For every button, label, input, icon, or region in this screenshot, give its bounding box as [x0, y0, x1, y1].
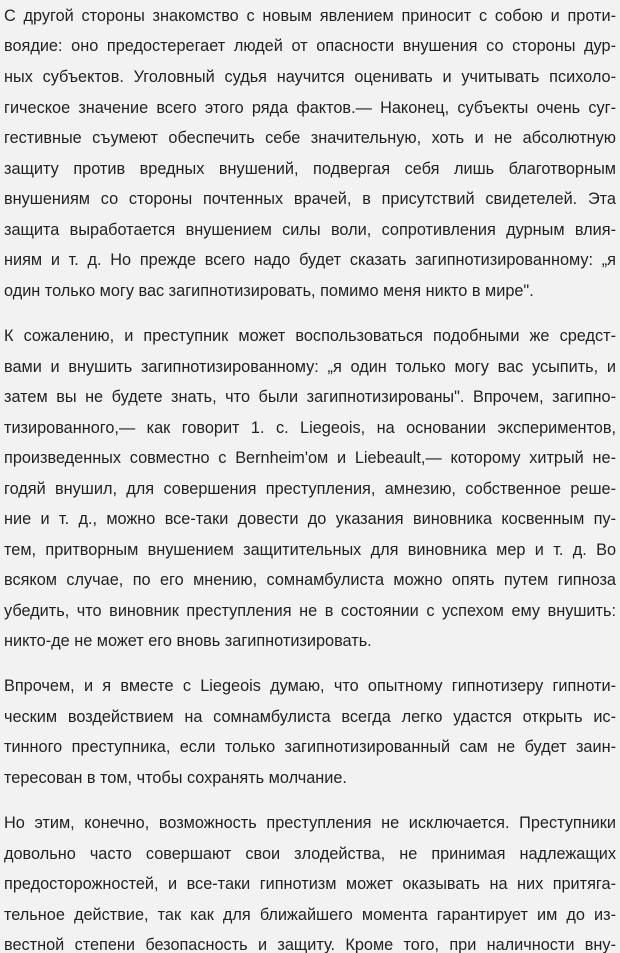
- text-line: довольно часто совершают свои злодейства, не принимая надлежащих: [4, 845, 616, 863]
- text-line: внушениям со стороны почтенных врачей, в присутствий свидетелей. Эта: [4, 190, 616, 208]
- text-line: тересован в том, чтобы сохранять молчание.: [4, 769, 347, 787]
- text-line: Но этим, конечно, возможность преступления не исключается. Преступники: [4, 814, 616, 832]
- text-line: один только могу вас загипнотизировать, помимо меня никто в мире".: [4, 282, 534, 300]
- text-line: ных субъектов. Уголовный судья научится оценивать и учитывать психоло-: [4, 68, 616, 86]
- text-line: защита выработается внушением силы воли, сопротивления дурным влия-: [4, 221, 616, 239]
- text-line: ниям и т. д. Но прежде всего надо будет сказать загипнотизированному: „я: [4, 251, 616, 269]
- text-line: годяй внушил, для совершения преступления, амнезию, собственное реше-: [4, 480, 616, 498]
- text-line: К сожалению, и преступник может воспользоваться подобными же средст-: [4, 327, 616, 345]
- text-line: предосторожностей, и все-таки гипнотизм может оказывать на них притяга-: [4, 875, 616, 893]
- text-line: вестной степени безопасность и защиту. Кроме того, при наличности вну-: [4, 936, 616, 953]
- text-line: тинного преступника, если только загипнотизированный сам не будет заин-: [4, 738, 616, 756]
- text-line: никто-де не может его вновь загипнотизировать.: [4, 632, 372, 650]
- text-line: С другой стороны знакомство с новым явлением приносит с собою и проти-: [4, 7, 616, 25]
- text-line: затем вы не будете знать, что были загипнотизированы". Впрочем, загипно-: [4, 388, 616, 406]
- text-line: всяком случае, по его мнению, сомнамбулиста можно опять путем гипноза: [4, 571, 616, 589]
- text-line: тизированного,— как говорит 1. с. Liegeois, на основании экспериментов,: [4, 419, 616, 437]
- text-line: тем, притворным внушением защитительных для виновника мер и т. д. Во: [4, 541, 616, 559]
- text-line: воядие: оно предостерегает людей от опасности внушения со стороны дур-: [4, 37, 616, 55]
- text-line: тельное действие, так как для ближайшего момента гарантирует им до из-: [4, 906, 616, 924]
- text-line: гическое значение всего этого ряда фактов.— Наконец, субъекты очень суг-: [4, 99, 616, 117]
- text-line: гестивные съумеют обеспечить себе значительную, хоть и не абсолютную: [4, 129, 616, 147]
- text-line: вами и внушить загипнотизированному: „я один только могу вас усыпить, и: [4, 358, 616, 376]
- text-line: защиту против вредных внушений, подвергая себя лишь благотворным: [4, 160, 616, 178]
- text-line: Впрочем, и я вместе с Liegeois думаю, что опытному гипнотизеру гипноти-: [4, 677, 616, 695]
- text-line: убедить, что виновник преступления не в состоянии с успехом ему внушить:: [4, 602, 616, 620]
- text-line: произведенных совместно с Bernheim'ом и Liebeault,— которому хитрый не-: [4, 449, 616, 467]
- text-line: ние и т. д., можно все-таки довести до указания виновника косвенным пу-: [4, 510, 616, 528]
- text-line: ческим воздействием на сомнамбулиста всегда легко удастся открыть ис-: [4, 708, 616, 726]
